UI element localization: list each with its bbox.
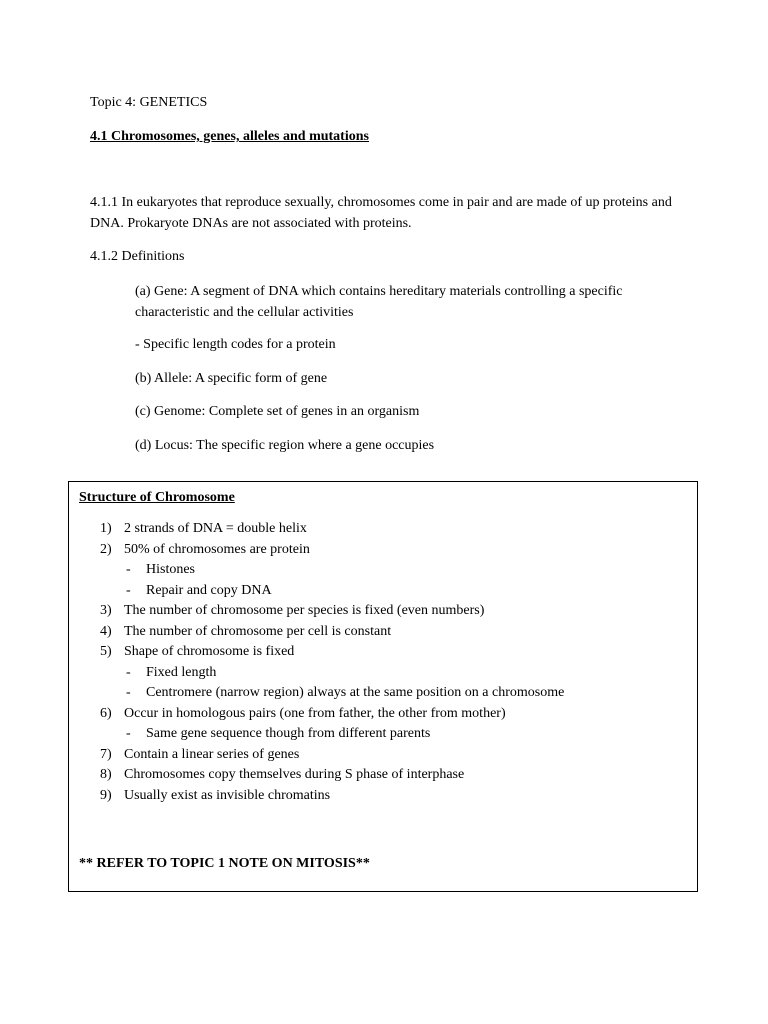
list-subitem-text: Same gene sequence though from different parents <box>146 726 431 741</box>
list-item-number: 9) <box>100 787 112 803</box>
refer-note: ** REFER TO TOPIC 1 NOTE ON MITOSIS** <box>79 856 370 871</box>
chromosome-structure-box <box>68 481 698 892</box>
list-item-text: Usually exist as invisible chromatins <box>124 787 331 803</box>
list-item-text: The number of chromosome per cell is constant <box>124 623 392 639</box>
list-item-text: Contain a linear series of genes <box>124 746 300 762</box>
definition-locus: (d) Locus: The specific region where a gene occupies <box>135 438 435 453</box>
definition-genome: (c) Genome: Complete set of genes in an organism <box>135 404 420 419</box>
list-subitem-dash: - <box>126 582 131 598</box>
list-subitem-text: Centromere (narrow region) always at the same position on a chromosome <box>146 685 565 700</box>
section-heading: 4.1 Chromosomes, genes, alleles and mutations <box>90 129 369 144</box>
paragraph-4-1-1: 4.1.1 In eukaryotes that reproduce sexually, chromosomes come in pair and are made of up proteins and DNA. Prokaryote DNAs are not associated with proteins. <box>90 195 672 231</box>
definition-allele: (b) Allele: A specific form of gene <box>135 371 328 386</box>
list-subitem-dash: - <box>126 562 131 577</box>
list-item-text: Chromosomes copy themselves during S phase of interphase <box>124 767 465 782</box>
list-item-number: 4) <box>100 623 112 639</box>
list-item-text: Occur in homologous pairs (one from father, the other from mother) <box>124 705 506 721</box>
list-item-number: 7) <box>100 746 112 762</box>
definitions-title: 4.1.2 Definitions <box>90 249 185 264</box>
list-item-text: 50% of chromosomes are protein <box>124 541 310 557</box>
list-item-number: 5) <box>100 644 112 659</box>
list-item-number: 1) <box>100 521 112 536</box>
list-item-number: 8) <box>100 767 112 782</box>
box-title: Structure of Chromosome <box>79 490 235 505</box>
list-item-text: Shape of chromosome is fixed <box>124 644 295 659</box>
list-subitem-dash: - <box>126 664 131 680</box>
list-subitem-dash: - <box>126 685 131 700</box>
list-item-text: 2 strands of DNA = double helix <box>124 521 307 536</box>
list-item-text: The number of chromosome per species is fixed (even numbers) <box>124 603 485 618</box>
definition-gene-note: - Specific length codes for a protein <box>135 337 336 352</box>
definition-gene: (a) Gene: A segment of DNA which contains hereditary materials controlling a specific characteristic and the cellular activities <box>135 284 623 320</box>
list-subitem-text: Repair and copy DNA <box>146 582 272 598</box>
list-subitem-dash: - <box>126 726 131 741</box>
list-item-number: 3) <box>100 603 112 618</box>
list-item-number: 2) <box>100 541 112 557</box>
list-subitem-text: Fixed length <box>146 664 217 680</box>
list-item-number: 6) <box>100 705 112 721</box>
topic-title: Topic 4: GENETICS <box>90 95 208 110</box>
list-subitem-text: Histones <box>146 562 195 577</box>
